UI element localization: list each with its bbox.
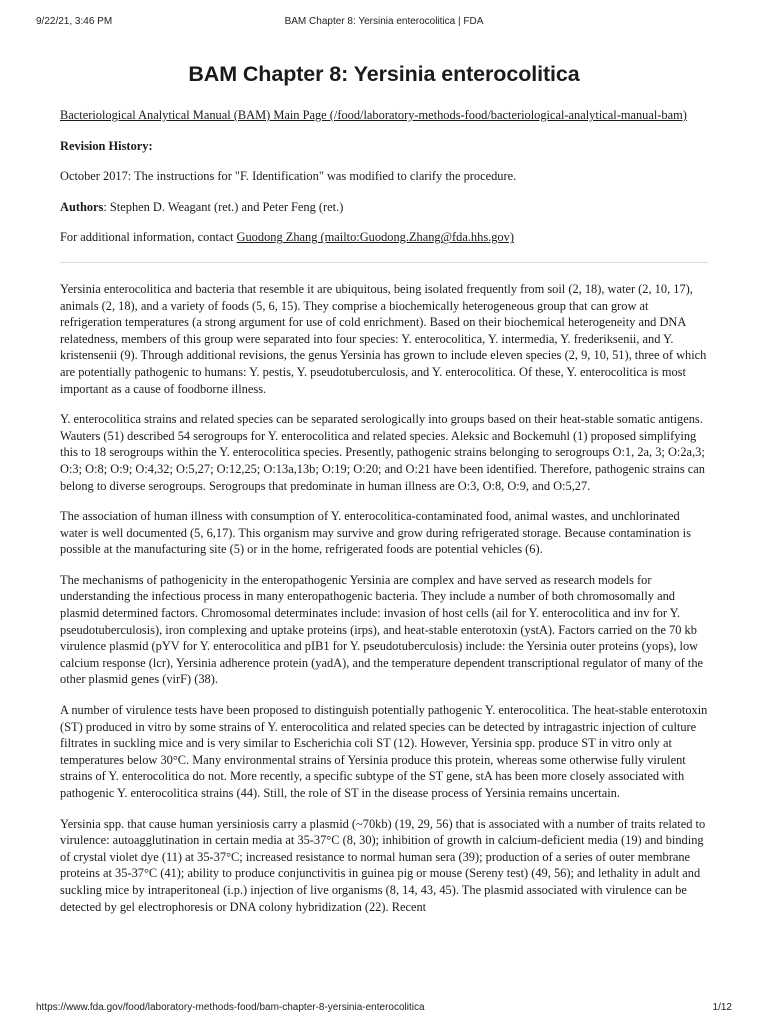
- print-url: https://www.fda.gov/food/laboratory-methods-food/bam-chapter-8-yersinia-enterocolitica: [36, 1002, 425, 1013]
- page-title: BAM Chapter 8: Yersinia enterocolitica: [188, 62, 580, 86]
- page-indicator: 1/12: [712, 1002, 732, 1013]
- article: [60, 58, 708, 929]
- bam-main-page-link[interactable]: Bacteriological Analytical Manual (BAM) Main Page (/food/laboratory-methods-food/bacteriological-analytical-manual-bam): [60, 108, 687, 122]
- section-divider: [60, 262, 708, 263]
- revision-history-label: Revision History:: [60, 138, 153, 153]
- contact-line: [60, 229, 708, 246]
- contact-prefix: For additional information, contact: [60, 230, 237, 245]
- paragraph-plasmid: Yersinia spp. that cause human yersiniosis carry a plasmid (~70kb) (19, 29, 56) that is associated with a number of traits related to virulence: autoagglutination in certain media at 35-37°C (8, 30); inhibition of growth in calcium-deficient media (19) and binding of crystal violet dye (11) at 35-37°C; increased resistance to normal human sera (39); production of a series of outer membrane proteins at 35-37°C (41); ability to produce conjunctivitis in guinea pig or mouse (Sereny test) (49, 56); and lethality in adult and suckling mice by intraperitoneal (i.p.) injection of live organisms (8, 14, 43, 45). The plasmid associated with virulence can be detected by gel electrophoresis or DNA colony hybridization (22). Recent: [60, 816, 706, 914]
- authors-line: [60, 199, 708, 216]
- paragraph-intro: Yersinia enterocolitica and bacteria that resemble it are ubiquitous, being isolated frequently from soil (2, 18), water (2, 10, 17), animals (2, 18), and a variety of foods (5, 6, 15). They comprise a biochemically heterogeneous group that can grow at refrigeration temperatures (a strong argument for use of cold enrichment). Based on their biochemical heterogeneity and DNA relatedness, members of this group were separated into four species: Y. enterocolitica, Y. intermedia, Y. frederiksenii, and Y. kristensenii (9). Through additional revisions, the genus Yersinia has grown to include eleven species (2, 9, 10, 51), three of which are potentially pathogenic to humans: Y. pestis, Y. pseudotuberculosis, and Y. enterocolitica. Of these, Y. enterocolitica is most important as a cause of foodborne illness.: [60, 281, 707, 396]
- authors-text: : Stephen D. Weagant (ret.) and Peter Feng (ret.): [103, 199, 344, 214]
- revision-text: October 2017: The instructions for "F. Identification" was modified to clarify the procedure.: [60, 169, 517, 184]
- paragraph-pathogenicity: The mechanisms of pathogenicity in the enteropathogenic Yersinia are complex and have served as research models for understanding the infectious process in many enteropathogenic bacteria. They include a number of both chromosomally and plasmid determined factors. Chromosomal determinates include: invasion of host cells (ail for Y. enterocolitica and inv for Y. pseudotuberculosis), iron complexing and uptake proteins (irps), and heat-stable enterotoxin (ystA). Factors carried on the 70 kb virulence plasmid (pYV for Y. enterocolitica and pIB1 for Y. pseudotuberculosis) include: the Yersinia outer proteins (yops), low calcium response (lcr), Yersinia adherence protein (yadA), and the temperature dependent transcriptional regulator of many of the other plasmid genes (virF) (38).: [60, 572, 704, 687]
- paragraph-virulence-tests: A number of virulence tests have been proposed to distinguish potentially pathogenic Y. enterocolitica. The heat-stable enterotoxin (ST) produced in vitro by some strains of Y. enterocolitica and related species can be detected by intragastric injection of culture filtrates in suckling mice and is very similar to Escherichia coli ST (12). However, Yersinia spp. produce ST in vitro only at temperatures below 30°C. Many environmental strains of Yersinia produce this protein, whereas some otherwise fully virulent strains of Y. enterocolitica do not. More recently, a specific subtype of the ST gene, stA has been more closely associated with pathogenic Y. enterocolitica strains (44). Still, the role of ST in the disease process of Yersinia remains uncertain.: [60, 703, 708, 800]
- paragraph-illness: The association of human illness with consumption of Y. enterocolitica-contaminated food, animal wastes, and unchlorinated water is well documented (5, 6,17). This organism may survive and grow during refrigerated storage. Because contamination is possible at the manufacturing site (5) or in the home, refrigerated foods are potential vehicles (6).: [60, 509, 691, 557]
- print-doc-title: BAM Chapter 8: Yersinia enterocolitica | FDA: [284, 16, 484, 27]
- print-datetime: 9/22/21, 3:46 PM: [36, 16, 113, 27]
- authors-label: Authors: [60, 199, 104, 214]
- paragraph-serogroups: Y. enterocolitica strains and related species can be separated serologically into groups based on their heat-stable somatic antigens. Wauters (51) described 54 serogroups for Y. enterocolitica and related species. Aleksic and Bockemuhl (1) proposed simplifying this to 18 serogroups within the Y. enterocolitica species. Presently, pathogenic strains belonging to serogroups O:1, 2a, 3; O:2a,3; O:3; O:8; O:9; O:4,32; O:5,27; O:12,25; O:13a,13b; O:19; O:20; and O:21 have been identified. Therefore, pathogenic strains can belong to diverse serogroups. Serogroups that predominate in human illness are O:3, O:8, O:9, and O:5,27.: [60, 412, 705, 493]
- contact-link[interactable]: Guodong Zhang (mailto:Guodong.Zhang@fda.hhs.gov): [236, 230, 514, 245]
